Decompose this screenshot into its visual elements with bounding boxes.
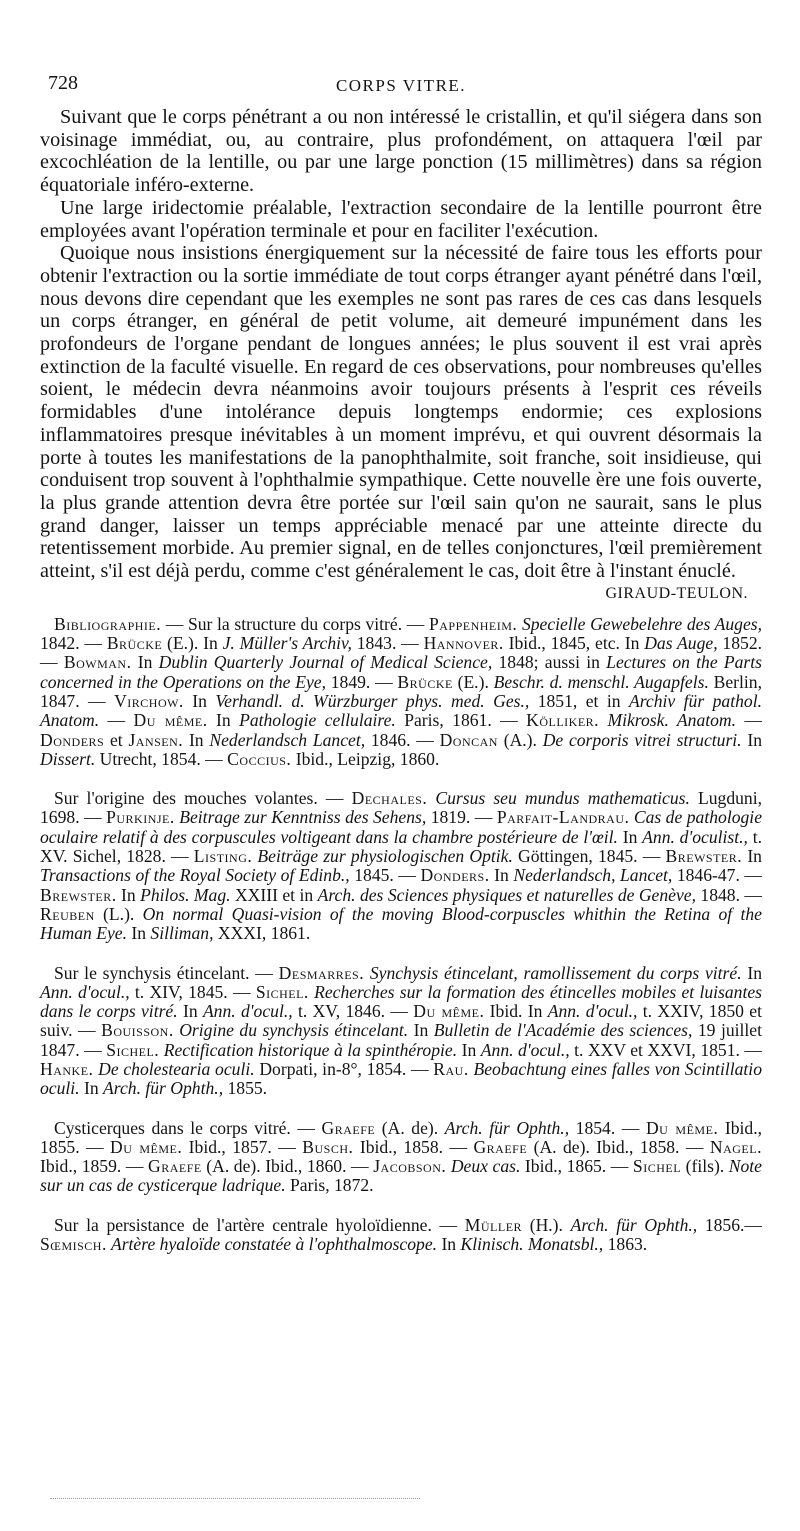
bib-title: Nederlandsch Lancet, — [209, 729, 366, 750]
footer-rule — [50, 1498, 420, 1499]
bib-title: Klinisch. Monatsbl., — [460, 1234, 604, 1255]
bib-author: Du même. — [133, 710, 208, 731]
bib-author: Listing. — [193, 846, 253, 867]
bib-title: Ann. d'ocul., — [480, 1039, 570, 1060]
bib-author: Graefe — [321, 1117, 376, 1138]
bib-title: Dissert. — [40, 748, 96, 769]
bibliography-mouches-volantes: Sur l'origine des mouches volantes. — Dechales. Cursus seu mundus mathematicus. Lugduni, 1698. — Purkinje. Beitrage zur Kenntniss des Sehens, 1819. — Parfait-Landrau. Cas de pathologie oculaire relatif à des corpuscules voltigeant dans la chambre postérieure de l'œil. In Ann. d'oculist., t. XV. Sichel, 1828. — Listing. Beiträge zur physiologischen Optik. Göttingen, 1845. — Brewster. In Transactions of the Royal Society of Edinb., 1845. — Donders. In Nederlandsch, Lancet, 1846-47. — Brewster. In Philos. Mag. XXIII et in Arch. des Sciences physiques et naturelles de Genève, 1848. — Reuben (L.). On normal Quasi-vision of the moving Blood-corpuscles whithin the Retina of the Human Eye. In Silliman, XXXI, 1861. — [40, 788, 763, 944]
bib-title: Artère hyaloïde constatée à l'ophthalmoscope. — [106, 1234, 438, 1255]
bib-title: On normal Quasi-vision of the moving Blood-corpuscles whithin the Retina of the Human Eye. — [40, 903, 762, 944]
bib-author: Bouisson. — [101, 1020, 174, 1041]
bib-title: Note sur un cas de cysticerque ladrique. — [40, 1156, 762, 1196]
bib-author: Graefe — [147, 1156, 202, 1177]
bib-author: Reuben — [40, 903, 95, 924]
bib-author: Sichel. — [255, 981, 309, 1002]
bib-author: Jacobson. — [373, 1156, 447, 1177]
bib-author: Sichel. — [106, 1039, 160, 1060]
bib-title: Arch. des Sciences physiques et naturelles de Genève, — [317, 884, 696, 905]
bib-title: Pathologie cellulaire. — [239, 710, 396, 731]
bib-author: Du même. — [413, 1001, 485, 1022]
bibliography-synchysis: Sur le synchysis étincelant. — Desmarres. Synchysis étincelant, ramollissement du corps vitré. In Ann. d'ocul., t. XIV, 1845. — Sichel. Recherches sur la formation des étincelles mobiles et luisantes dans le corps vitré. In Ann. d'ocul., t. XV, 1846. — Du même. Ibid. In Ann. d'ocul., t. XXIV, 1850 et suiv. — Bouisson. Origine du synchysis étincelant. In Bulletin de l'Académie des sciences, 19 juillet 1847. — Sichel. Rectification historique à la spinthéropie. In Ann. d'ocul., t. XXV et XXVI, 1851. — Hanke. De cholestearia oculi. Dorpati, in-8°, 1854. — Rau. Beobachtung eines falles von Scintillatio oculi. In Arch. für Ophth., 1855. — [40, 962, 763, 1099]
bib-title: Beiträge zur physiologischen Optik. — [252, 846, 513, 867]
bib-title: Recherches sur la formation des étincelles mobiles et luisantes dans le corps vitré. — [40, 981, 763, 1022]
bib-heading: Bibliographie. — [54, 613, 162, 634]
page-header — [40, 72, 762, 102]
bib-author: Hanke. — [40, 1059, 94, 1079]
bib-author: Jansen. — [128, 729, 184, 750]
paragraph: Quoique nous insistions énergiquement sur la nécessité de faire tous les efforts pour obtenir l'extraction ou la sortie immédiate de tout corps étranger ayant pénétré dans l'œil, nous devons dire cependant que les exemples ne sont pas rares de ces cas dans lesquels un corps étranger, en général de petit volume, ait demeuré impunément dans les profondeurs de l'organe pendant de longues années; le plus souvent il est vrai après extinction de la faculté visuelle. En regard de ces observations, pour nombreuses qu'elles soient, le médecin devra néanmoins avoir toujours présents à l'esprit ces réveils formidables d'une intolérance depuis longtemps endormie; ces explosions inflammatoires presque inévitables à un moment imprévu, et qui ouvrent désormais la porte à toutes les manifestations de la panophthalmite, soit franche, soit insidieuse, qui conduisent trop souvent à l'ophthalmie sympathique. Cette nouvelle ère une fois ouverte, la plus grande attention devra être portée sur l'œil sain qu'on ne saurait, sans le plus grand danger, laisser un temps appréciable menacé par une atteinte directe du retentissement morbide. Au premier signal, en de telles conjonctures, l'œil premièrement atteint, s'il est déjà perdu, comme c'est généralement le cas, doit être à l'instant énuclé. — [40, 242, 762, 583]
bib-title: Verhandl. d. Würzburger phys. med. Ges., — [215, 690, 530, 711]
bib-title: J. Müller's Archiv, — [222, 633, 352, 654]
bib-author: Rau. — [433, 1059, 469, 1079]
bib-title: Das Auge, — [644, 633, 718, 654]
bib-title: Lectures on the Parts concerned in the Operations on the Eye, — [40, 652, 763, 692]
bib-author: Donders. — [420, 865, 490, 886]
bib-title: De corporis vitrei structuri. — [542, 729, 742, 750]
bib-title: Origine du synchysis étincelant. — [173, 1020, 409, 1041]
bib-title: Nederlandsch, Lancet, — [513, 865, 673, 886]
bib-author: Virchow. — [114, 690, 184, 711]
bib-title: Philos. Mag. — [140, 884, 231, 905]
bib-title: Bulletin de l'Académie des sciences, — [433, 1020, 693, 1041]
running-title: CORPS VITRE. — [335, 76, 467, 95]
bib-author: Nagel. — [709, 1136, 762, 1157]
bib-title: Silliman, — [150, 923, 214, 944]
bib-author: Busch. — [302, 1136, 354, 1157]
author-signature: GIRAUD-TEULON. — [605, 584, 748, 602]
bib-title: Synchysis étincelant, ramollissement du corps vitré. — [364, 962, 742, 983]
bib-author: Brewster. — [665, 846, 743, 867]
bib-title: Ann. d'ocul., — [202, 1001, 293, 1022]
page-number: 728 — [48, 72, 78, 94]
bib-author: Coccius. — [227, 748, 292, 769]
paragraph: Suivant que le corps pénétrant a ou non intéressé le cristallin, et qu'il siégera dans son voisinage immédiat, ou, au contraire, plus profondément, on attaquera l'œil par excochléation de la lentille, ou par une large ponction (15 millimètres) dans sa région équatoriale inféro-externe. — [40, 106, 762, 197]
bib-author: Brewster. — [40, 884, 117, 905]
bib-author: Du même. — [645, 1117, 719, 1138]
bib-title: Ann. d'ocul., — [547, 1001, 638, 1022]
bib-title: Deux cas. — [446, 1156, 521, 1177]
bib-author: Doncan — [439, 729, 498, 750]
bib-title: Beitrage zur Kenntniss des Sehens, — [174, 807, 427, 828]
bib-title: Ann. d'ocul., — [40, 981, 130, 1002]
bib-author: Sichel — [632, 1156, 682, 1177]
bib-title: Beschr. d. menschl. Augapfels. — [493, 671, 709, 692]
bib-title: De cholestearia oculi. — [93, 1059, 255, 1079]
bib-title: Cas de pathologie oculaire relatif à des corpuscules voltigeant dans la chambre postérieure de l'œil. — [40, 807, 762, 847]
bib-author: Desmarres. — [278, 962, 365, 983]
bib-title: Ann. d'oculist., — [642, 826, 748, 847]
bibliography-structure: Bibliographie. — Sur la structure du corps vitré. — Pappenheim. Specielle Gewebelehre des Auges, 1842. — Brücke (E.). In J. Müller's Archiv, 1843. — Hannover. Ibid., 1845, etc. In Das Auge, 1852. — Bowman. In Dublin Quarterly Journal of Medical Science, 1848; aussi in Lectures on the Parts concerned in the Operations on the Eye, 1849. — Brücke (E.). Beschr. d. menschl. Augapfels. Berlin, 1847. — Virchow. In Verhandl. d. Würzburger phys. med. Ges., 1851, et in Archiv für pathol. Anatom. — Du même. In Pathologie cellulaire. Paris, 1861. — Kölliker. Mikrosk. Anatom. — Donders et Jansen. In Nederlandsch Lancet, 1846. — Doncan (A.). De corporis vitrei structuri. In Dissert. Utrecht, 1854. — Coccius. Ibid., Leipzig, 1860. — [40, 613, 763, 769]
bib-author: Brücke — [106, 633, 163, 654]
paragraph: Une large iridectomie préalable, l'extraction secondaire de la lentille pourront être employées avant l'opération terminale et pour en faciliter l'exécution. — [40, 196, 762, 242]
bib-title: Mikrosk. Anatom. — [599, 710, 737, 731]
bib-author: Sœmisch. — [40, 1234, 107, 1255]
bib-author: Hannover. — [423, 633, 504, 654]
bib-title: Dublin Quarterly Journal of Medical Science, — [158, 652, 493, 673]
bib-author: Pappenheim. — [428, 613, 518, 634]
bib-author: Müller — [464, 1214, 523, 1235]
bib-title: Rectification historique à la spinthéropie. — [159, 1039, 458, 1060]
bib-title: Arch. für Ophth., — [103, 1078, 224, 1099]
bib-title: Cursus seu mundus mathematicus. — [427, 788, 690, 809]
bib-title: Specielle Gewebelehre des Auges, — [517, 613, 763, 634]
bib-author: Bowman. — [63, 652, 132, 673]
bib-author: Du même. — [110, 1136, 183, 1157]
bib-author: Brücke — [397, 671, 453, 692]
bib-title: Arch. für Ophth., — [444, 1117, 570, 1138]
bib-title: Arch. für Ophth., — [570, 1214, 698, 1235]
bibliography-cysticerques: Cysticerques dans le corps vitré. — Graefe (A. de). Arch. für Ophth., 1854. — Du même. Ibid., 1855. — Du même. Ibid., 1857. — Busch. Ibid., 1858. — Graefe (A. de). Ibid., 1858. — Nagel. Ibid., 1859. — Graefe (A. de). Ibid., 1860. — Jacobson. Deux cas. Ibid., 1865. — Sichel (fils). Note sur un cas de cysticerque ladrique. Paris, 1872. — [40, 1117, 762, 1196]
bib-title: Beobachtung eines falles von Scintillatio oculi. — [40, 1059, 762, 1099]
bib-author: Graefe — [473, 1136, 528, 1157]
bibliography-artere-hyaloide: Sur la persistance de l'artère centrale hyoloïdienne. — Müller (H.). Arch. für Ophth., 1856.— Sœmisch. Artère hyaloïde constatée à l'ophthalmoscope. In Klinisch. Monatsbl., 1863. — [40, 1214, 763, 1255]
bib-title: Archiv für pathol. Anatom. — [40, 690, 762, 731]
bib-author: Dechales. — [351, 788, 428, 809]
bib-author: Purkinje. — [106, 807, 175, 828]
bib-author: Parfait-Landrau. — [496, 807, 630, 828]
bib-author: Donders — [40, 729, 105, 750]
bib-author: Kölliker. — [526, 710, 600, 731]
bib-title: Transactions of the Royal Society of Edinb., — [40, 865, 350, 886]
main-text — [40, 106, 762, 583]
